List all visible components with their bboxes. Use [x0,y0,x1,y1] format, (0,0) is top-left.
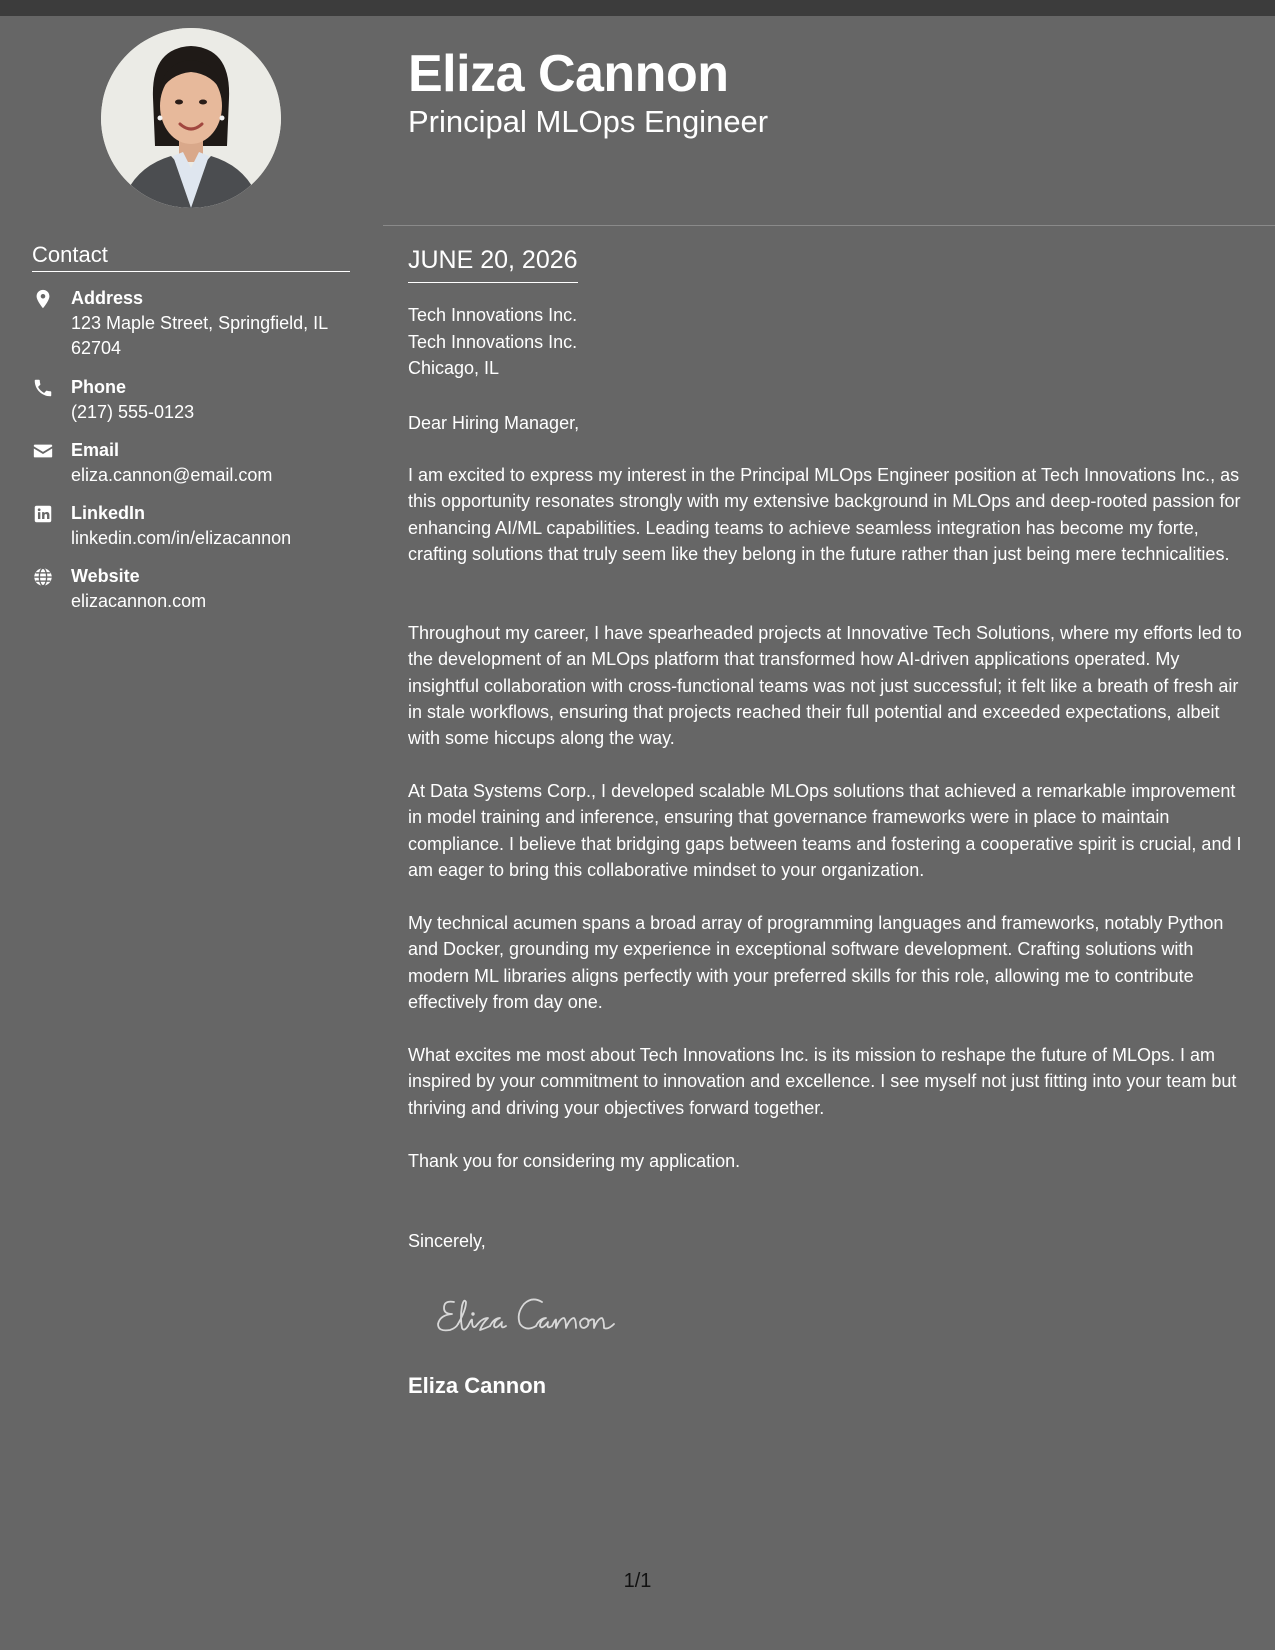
recipient-line: Tech Innovations Inc. [408,305,578,325]
contact-heading: Contact [32,241,350,272]
contact-value: linkedin.com/in/elizacannon [71,528,292,548]
contact-website [32,564,362,612]
contact-value: 123 Maple Street, Springfield, IL 62704 [71,313,328,358]
body-paragraph: Throughout my career, I have spearheaded projects at Innovative Tech Solutions, where my efforts led to the development of an MLOps platform that transformed how AI-driven applications operated. My insightful collaboration with cross-functional teams was not just successful; it felt like a breath of fresh air in stale workflows, ensuring that projects reached their full potential and exceeded expectations, albeit with some hiccups along the way. [408,623,1242,749]
body-paragraph: My technical acumen spans a broad array of programming languages and frameworks, notably Python and Docker, grounding my experience in exceptional software development. Crafting solutions with modern ML libraries aligns perfectly with your preferred skills for this role, allowing me to contribute effectively from day one. [408,913,1224,1012]
contact-value: elizacannon.com [71,591,207,611]
body-paragraph: Thank you for considering my application. [408,1151,741,1171]
candidate-title: Principal MLOps Engineer [408,104,769,139]
page-number: 1/1 [623,1570,652,1592]
globe-icon [32,566,56,588]
body-paragraph: What excites me most about Tech Innovations Inc. is its mission to reshape the future of MLOps. I am inspired by your commitment to innovation and excellence. I see myself not just fitting into your team but thriving and driving your objectives forward together. [408,1045,1237,1118]
recipient-line: Tech Innovations Inc. [408,331,578,352]
contact-label: Address [71,288,144,308]
body-paragraph: At Data Systems Corp., I developed scalable MLOps solutions that achieved a remarkable improvement in model training and inference, ensuring that governance frameworks were in place to maintain compliance. I believe that bridging gaps between teams and fostering a cooperative spirit is crucial, and I am eager to bring this collaborative mindset to your organization. [408,781,1242,880]
contact-label: Website [71,566,140,586]
recipient-line: Chicago, IL [408,358,500,378]
contact-phone [32,375,362,423]
signer-name: Eliza Cannon [408,1373,547,1398]
contact-linkedin [32,501,362,549]
salutation: Dear Hiring Manager, [408,413,580,433]
closing: Sincerely, [408,1231,486,1251]
linkedin-icon [32,503,56,525]
body-paragraph: I am excited to express my interest in the Principal MLOps Engineer position at Tech Innovations Inc., as this opportunity resonates strongly with my extensive background in MLOps and deep-rooted passion for enhancing AI/ML capabilities. Leading teams to achieve seamless integration has become my forte, crafting solutions that truly seem like they belong in the future rather than just being mere technicalities. [408,465,1241,564]
contact-label: LinkedIn [71,503,146,523]
header-divider [383,225,1275,226]
contact-address [32,286,362,356]
signature-image [432,1290,642,1340]
profile-photo [101,28,281,208]
envelope-icon [32,440,56,462]
phone-icon [32,377,56,399]
contact-email [32,438,362,486]
top-bar [0,0,1275,16]
contact-label: Phone [71,377,127,397]
location-pin-icon [32,288,56,310]
contact-label: Email [71,440,120,460]
candidate-name: Eliza Cannon [408,45,729,103]
contact-value: eliza.cannon@email.com [71,465,273,485]
letter-date: JUNE 20, 2026 [408,244,578,283]
contact-value: (217) 555-0123 [71,402,195,422]
recipient-block [408,302,577,382]
